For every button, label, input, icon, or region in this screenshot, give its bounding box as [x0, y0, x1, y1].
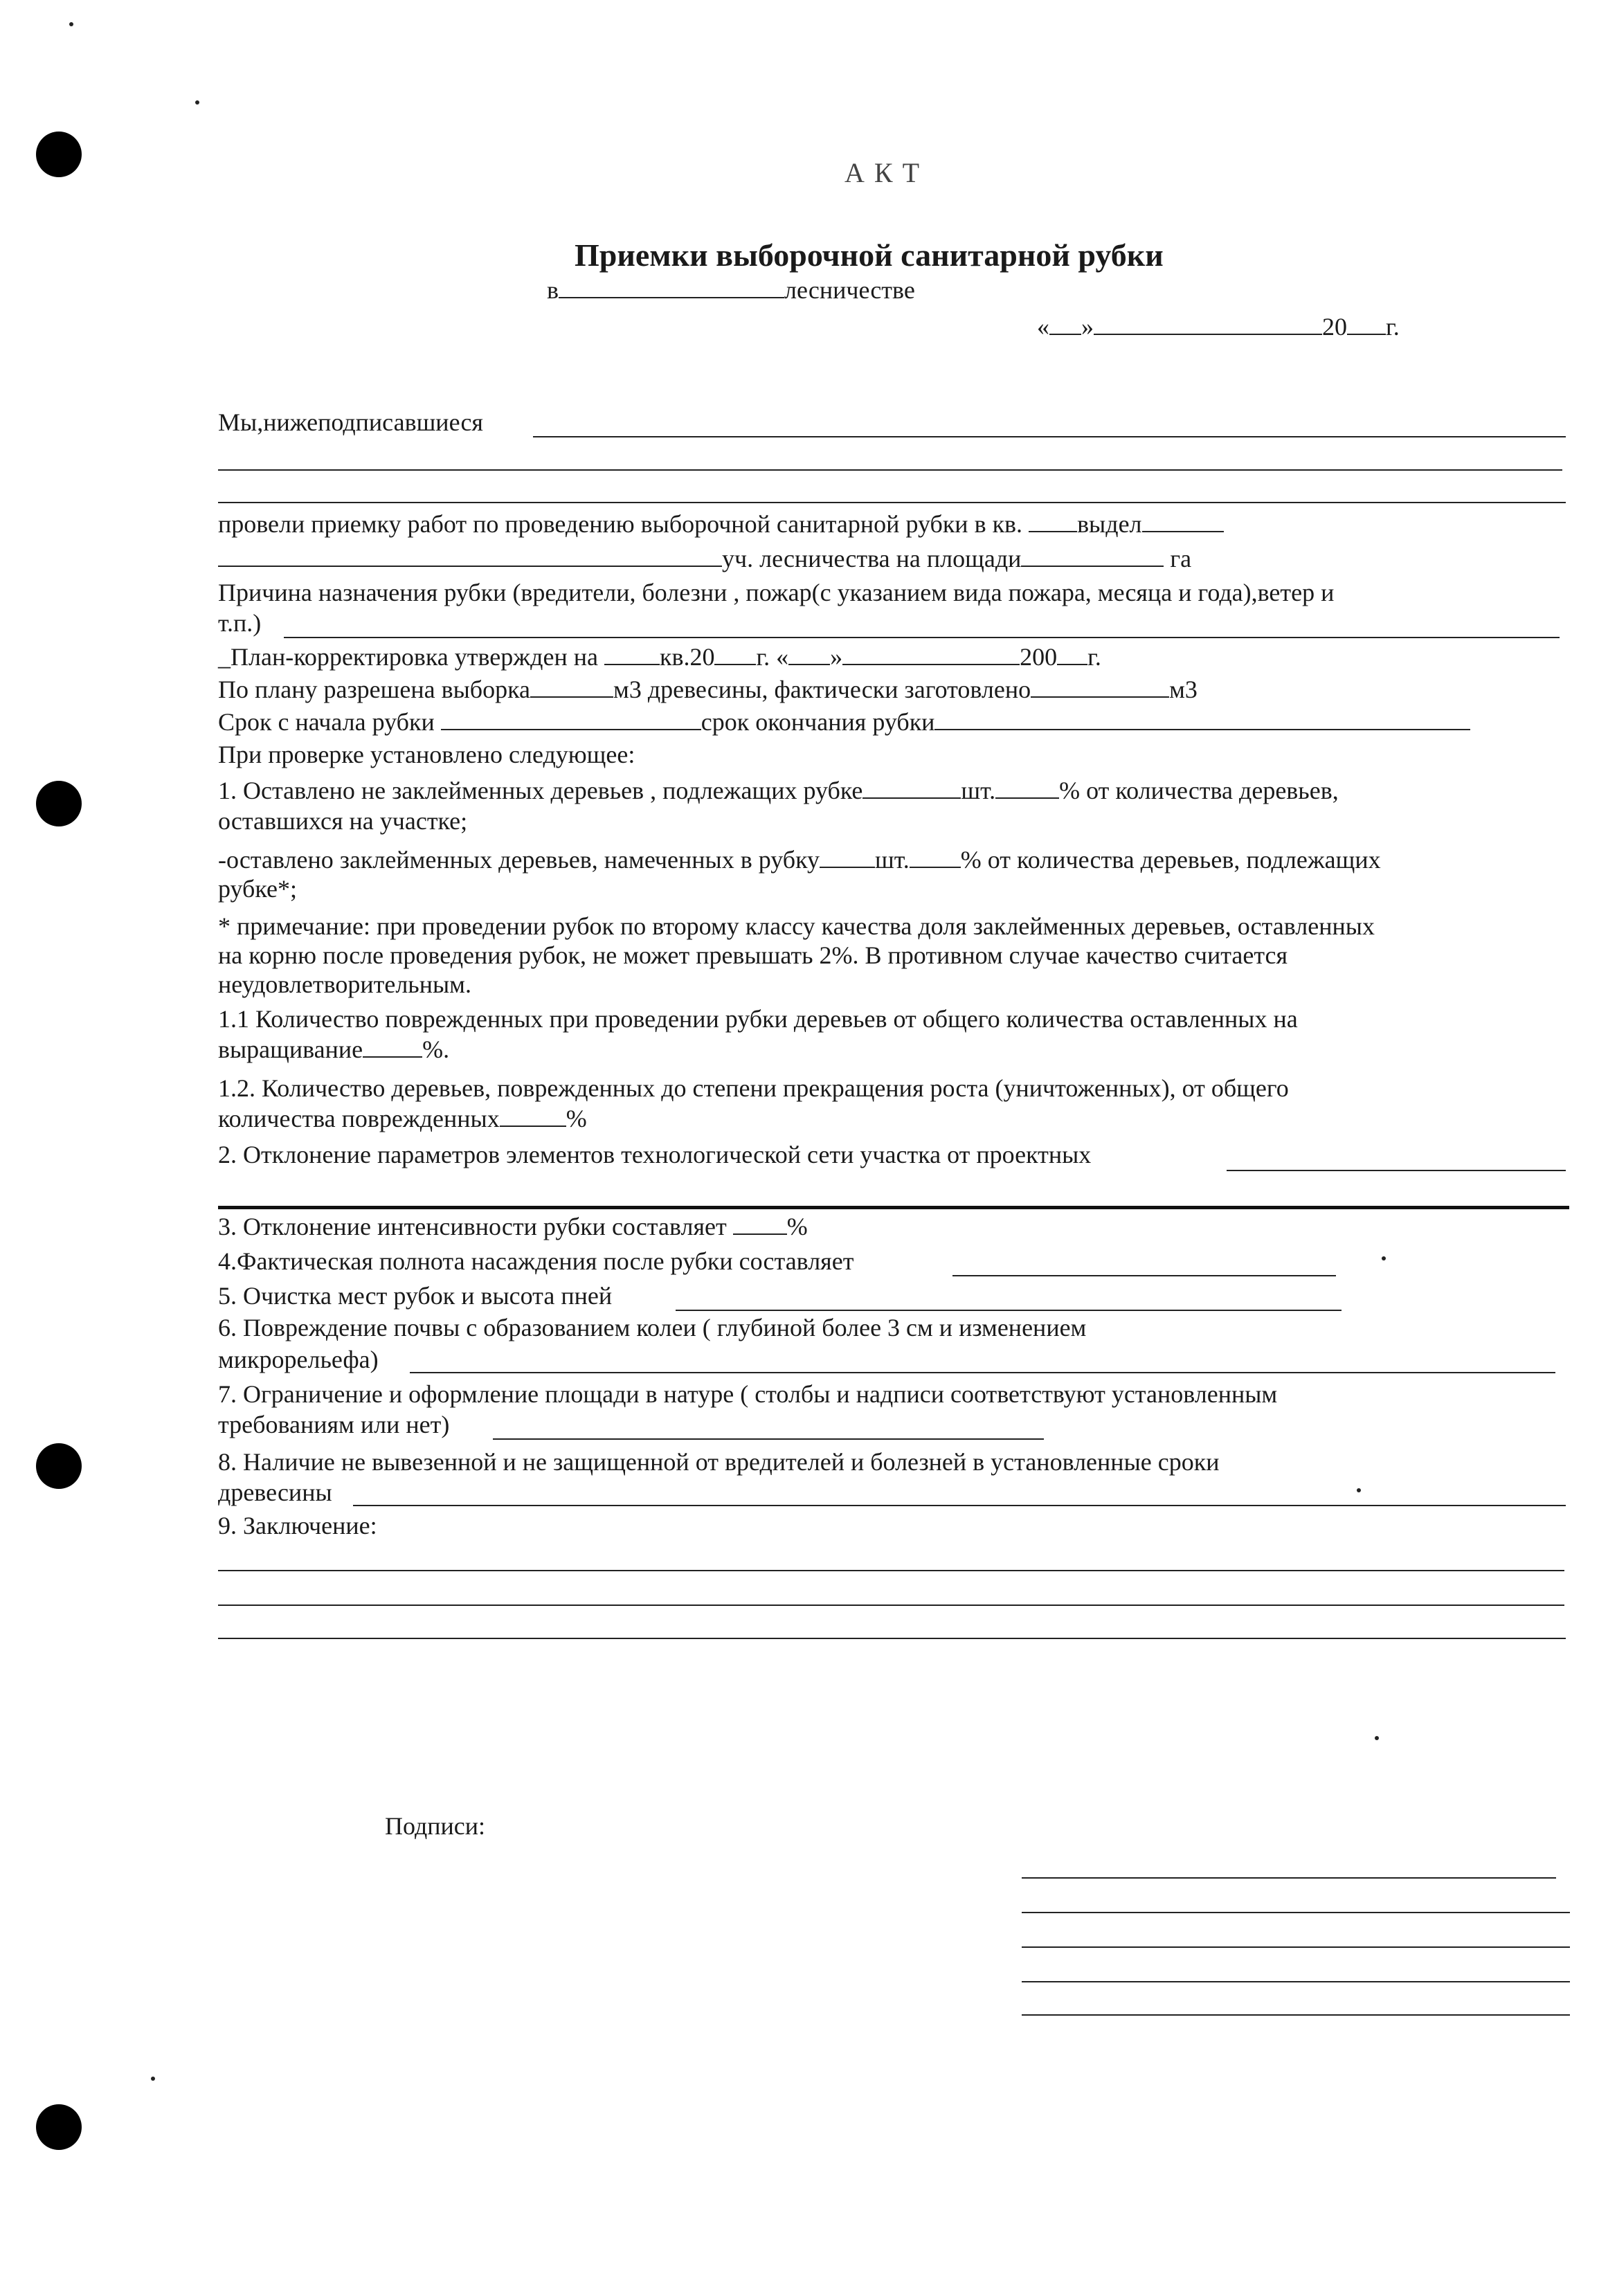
plan-line: _План-корректировка утвержден на кв.20 г. « » 200 г.	[218, 643, 1101, 671]
end-date-field[interactable]	[934, 708, 1470, 730]
item-2-label: 2. Отклонение параметров элементов технологической сети участка от проектных	[218, 1141, 1092, 1168]
destroyed-percent-field[interactable]	[500, 1105, 566, 1127]
item-1e-cont: рубке*;	[218, 875, 297, 903]
intensity-field[interactable]	[733, 1213, 787, 1235]
document-title: АКТ	[844, 157, 929, 188]
scan-speck	[151, 2077, 155, 2081]
damaged-percent-field[interactable]	[363, 1036, 422, 1058]
punch-hole	[36, 2104, 82, 2150]
item-1-2-label: 1.2. Количество деревьев, поврежденных до степени прекращения роста (уничтоженных), от общего	[218, 1074, 1289, 1102]
actual-volume-field[interactable]	[1031, 676, 1169, 698]
conclusion-field[interactable]	[218, 1570, 1564, 1571]
acceptance-line: провели приемку работ по проведению выборочной санитарной рубки в кв. выдел	[218, 509, 1224, 539]
item-1-2-line: количества поврежденных %	[218, 1105, 587, 1132]
item-6-field[interactable]	[410, 1372, 1555, 1373]
item-9-label: 9. Заключение:	[218, 1512, 377, 1539]
plan-quarter-field[interactable]	[604, 643, 660, 665]
document-subtitle: Приемки выборочной санитарной рубки	[575, 237, 1164, 273]
item-4-field[interactable]	[952, 1275, 1336, 1276]
reason-line: т.п.)	[218, 609, 262, 637]
item-1-1-line: выращивание %.	[218, 1036, 450, 1063]
plan-day-field[interactable]	[788, 643, 830, 665]
date-line: « » 20 г.	[1037, 313, 1400, 341]
conclusion-field[interactable]	[218, 1605, 1564, 1606]
punch-hole	[36, 1443, 82, 1489]
item-7-field[interactable]	[493, 1438, 1044, 1440]
item-2-field[interactable]	[1227, 1170, 1566, 1171]
item-7-cont: требованиям или нет)	[218, 1411, 450, 1438]
item-1e-line: -оставлено заклейменных деревьев, намеченных в рубку шт. % от количества деревьев, подлежащих	[218, 846, 1381, 874]
signature-field[interactable]	[1022, 1912, 1570, 1913]
date-month-field[interactable]	[1094, 313, 1322, 335]
item-4-label: 4.Фактическая полнота насаждения после рубки составляет	[218, 1247, 854, 1275]
signers-field[interactable]	[218, 502, 1566, 503]
item-6-cont: микрорельефа)	[218, 1346, 379, 1373]
date-year-field[interactable]	[1347, 313, 1386, 335]
signatures-label: Подписи:	[385, 1812, 486, 1840]
quarter-field[interactable]	[1029, 510, 1077, 532]
item-1-line: 1. Оставлено не заклейменных деревьев , подлежащих рубке шт. % от количества деревьев,	[218, 777, 1339, 804]
unmarked-percent-field[interactable]	[995, 777, 1059, 799]
planned-volume-field[interactable]	[530, 676, 613, 698]
signature-field[interactable]	[1022, 1981, 1570, 1982]
item-8-field[interactable]	[353, 1505, 1566, 1506]
signature-field[interactable]	[1022, 1877, 1556, 1879]
conclusion-field[interactable]	[218, 1638, 1566, 1639]
reason-field[interactable]	[284, 637, 1560, 638]
scan-speck	[1375, 1736, 1379, 1740]
scan-speck	[195, 100, 199, 105]
scan-speck	[69, 22, 73, 26]
section-divider	[218, 1206, 1569, 1209]
note-line-1: * примечание: при проведении рубок по второму классу качества доля заклейменных деревьев, оставленных	[218, 912, 1375, 940]
item-1-cont: оставшихся на участке;	[218, 807, 468, 835]
item-1-1-label: 1.1 Количество поврежденных при проведении рубки деревьев от общего количества оставленных на	[218, 1005, 1298, 1033]
signers-field[interactable]	[218, 469, 1562, 471]
signature-field[interactable]	[1022, 1946, 1570, 1948]
note-line-2: на корню после проведения рубок, не может превышать 2%. В противном случае качество считается	[218, 941, 1288, 969]
item-5-label: 5. Очистка мест рубок и высота пней	[218, 1282, 613, 1310]
date-day-field[interactable]	[1049, 313, 1081, 335]
item-5-field[interactable]	[676, 1310, 1342, 1311]
marked-percent-field[interactable]	[910, 846, 961, 868]
item-6-label: 6. Повреждение почвы с образованием колеи ( глубиной более 3 см и изменением	[218, 1314, 1087, 1341]
signers-label: Мы,нижеподписавшиеся	[218, 408, 483, 436]
reason-label: Причина назначения рубки (вредители, болезни , пожар(с указанием вида пожара, месяца и года),ветер и	[218, 579, 1335, 606]
item-8-label: 8. Наличие не вывезенной и не защищенной от вредителей и болезней в установленные сроки	[218, 1448, 1220, 1476]
plan-month-field[interactable]	[842, 643, 1020, 665]
plot-field[interactable]	[218, 545, 722, 567]
volume-line: По плану разрешена выборка м3 древесины, фактически заготовлено м3	[218, 676, 1198, 703]
start-date-field[interactable]	[441, 708, 701, 730]
check-heading: При проверке установлено следующее:	[218, 741, 635, 768]
note-line-3: неудовлетворительным.	[218, 970, 471, 998]
area-line: уч. лесничества на площади га	[218, 543, 1191, 574]
punch-hole	[36, 132, 82, 177]
term-line: Срок с начала рубки срок окончания рубки	[218, 707, 1470, 737]
item-8-cont: древесины	[218, 1479, 332, 1506]
allotment-field[interactable]	[1142, 510, 1224, 532]
signature-field[interactable]	[1022, 2014, 1570, 2016]
forestry-field[interactable]	[559, 276, 784, 298]
scan-speck	[1357, 1488, 1361, 1492]
signers-field[interactable]	[533, 436, 1566, 437]
punch-hole	[36, 781, 82, 826]
scan-speck	[1382, 1256, 1386, 1260]
forestry-line: в лесничестве	[547, 276, 915, 304]
plan-year2-field[interactable]	[1057, 643, 1087, 665]
plan-year-field[interactable]	[714, 643, 756, 665]
area-field[interactable]	[1021, 545, 1164, 567]
item-3-line: 3. Отклонение интенсивности рубки составляет %	[218, 1213, 808, 1240]
marked-count-field[interactable]	[820, 846, 875, 868]
unmarked-count-field[interactable]	[862, 777, 961, 799]
item-7-label: 7. Ограничение и оформление площади в натуре ( столбы и надписи соответствуют установленным	[218, 1380, 1278, 1408]
